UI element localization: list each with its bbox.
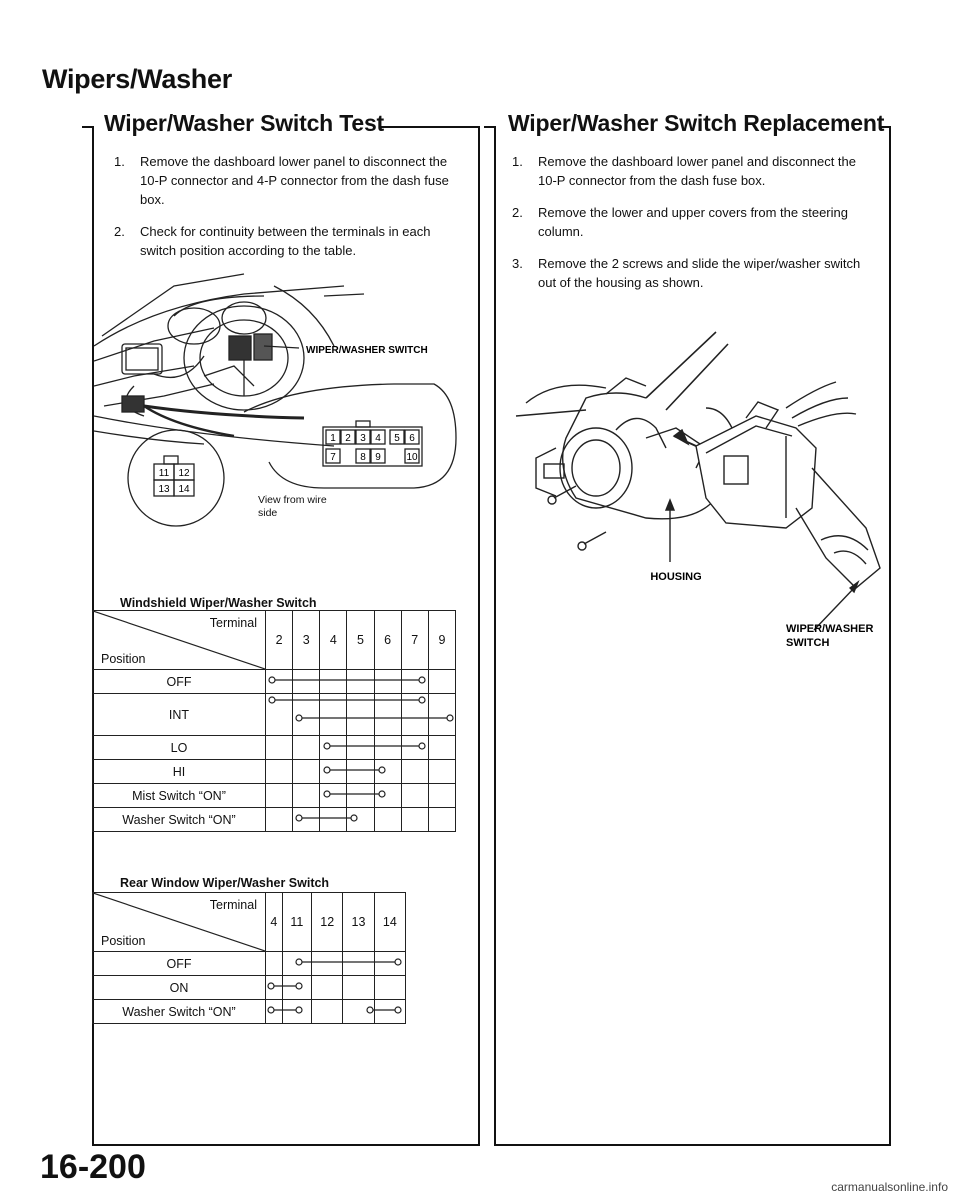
- left-section-title: Wiper/Washer Switch Test: [104, 110, 384, 136]
- svg-text:1: 1: [330, 433, 336, 444]
- table1-terminal-3: 3: [293, 611, 320, 670]
- 10p-connector: [244, 384, 456, 488]
- svg-text:3: 3: [360, 433, 366, 444]
- svg-text:5: 5: [394, 433, 400, 444]
- table2-title: Rear Window Wiper/Washer Switch: [120, 876, 330, 890]
- table1-row-int: INT: [93, 694, 266, 736]
- right-step-3: 3. Remove the 2 screws and slide the wiper/washer switch out of the housing as shown.: [512, 256, 861, 290]
- page-number: 16-200: [40, 1148, 146, 1186]
- svg-text:14: 14: [178, 484, 190, 495]
- view-from-wire-side: View from wire side: [258, 494, 327, 519]
- table1-terminal-5: 5: [347, 611, 374, 670]
- right-frame-bottom: [494, 1144, 891, 1146]
- table2-terminal-4: 4: [266, 893, 283, 952]
- svg-text:8: 8: [360, 452, 366, 463]
- wiper-switch-label-2: SWITCH: [786, 637, 830, 649]
- table2-row-off: OFF: [93, 952, 266, 976]
- dashboard-connector-figure: [94, 266, 478, 586]
- table1-terminal-9: 9: [428, 611, 455, 670]
- 4p-connector: [128, 430, 224, 526]
- svg-text:6: 6: [409, 433, 415, 444]
- left-title-rule-r: [380, 126, 480, 128]
- left-frame-right: [478, 126, 480, 1146]
- table2-terminal-11: 11: [282, 893, 311, 952]
- table1-terminal-2: 2: [266, 611, 293, 670]
- left-step-1: 1. Remove the dashboard lower panel to disconnect the 10-P connector and 4-P connector from the dash fuse box.: [114, 154, 449, 207]
- left-steps: [114, 152, 458, 273]
- svg-text:12: 12: [178, 468, 190, 479]
- table1-terminal-7: 7: [401, 611, 428, 670]
- table1-title: Windshield Wiper/Washer Switch: [120, 596, 317, 610]
- table1-row-washer: Washer Switch “ON”: [93, 808, 266, 832]
- steering-column-figure: [496, 318, 888, 658]
- table1-continuity-overlay: [264, 668, 456, 832]
- right-steps: [512, 152, 874, 305]
- wiper-switch-label-1: WIPER/WASHER: [786, 623, 874, 635]
- left-step-2: 2. Check for continuity between the terminals in each switch position according to the table.: [114, 224, 431, 258]
- svg-text:13: 13: [158, 484, 170, 495]
- svg-text:11: 11: [158, 468, 170, 479]
- right-title-rule-l: [484, 126, 496, 128]
- right-step-2: 2. Remove the lower and upper covers from the steering column.: [512, 205, 848, 239]
- table1-row-hi: HI: [93, 760, 266, 784]
- table2-continuity-overlay: [264, 950, 406, 1024]
- page-title: Wipers/Washer: [42, 64, 232, 94]
- table1-header-diagonal: [93, 611, 266, 670]
- right-step-1: 1. Remove the dashboard lower panel and disconnect the 10-P connector from the dash fuse box.: [512, 154, 856, 188]
- right-frame-right: [889, 126, 891, 1146]
- table2-terminal-12: 12: [312, 893, 343, 952]
- right-section-title: Wiper/Washer Switch Replacement: [508, 110, 885, 136]
- table2-position-label: Position: [101, 934, 146, 948]
- table1-terminal-6: 6: [374, 611, 401, 670]
- svg-text:10: 10: [406, 452, 418, 463]
- table2-terminal-label: Terminal: [209, 898, 257, 912]
- table1-position-label: Position: [101, 652, 146, 666]
- table2-row-on: ON: [93, 976, 266, 1000]
- table2-header-diagonal: [93, 893, 266, 952]
- table1-terminal-4: 4: [320, 611, 347, 670]
- table2-terminal-13: 13: [343, 893, 374, 952]
- table1-row-mist: Mist Switch “ON”: [93, 784, 266, 808]
- table2-terminal-14: 14: [374, 893, 405, 952]
- svg-text:7: 7: [330, 452, 336, 463]
- svg-text:4: 4: [375, 433, 381, 444]
- table2-row-washer: Washer Switch “ON”: [93, 1000, 266, 1024]
- table1-terminal-label: Terminal: [209, 616, 257, 630]
- dashboard-illustration: [94, 274, 364, 446]
- watermark: carmanualsonline.info: [831, 1180, 948, 1194]
- svg-text:2: 2: [345, 433, 351, 444]
- left-title-rule-l: [82, 126, 94, 128]
- wiper-switch-callout: WIPER/WASHER SWITCH: [306, 345, 428, 356]
- svg-text:9: 9: [375, 452, 381, 463]
- left-frame-bottom: [92, 1144, 480, 1146]
- table1-row-lo: LO: [93, 736, 266, 760]
- housing-label: HOUSING: [650, 571, 702, 583]
- table1-row-off: OFF: [93, 670, 266, 694]
